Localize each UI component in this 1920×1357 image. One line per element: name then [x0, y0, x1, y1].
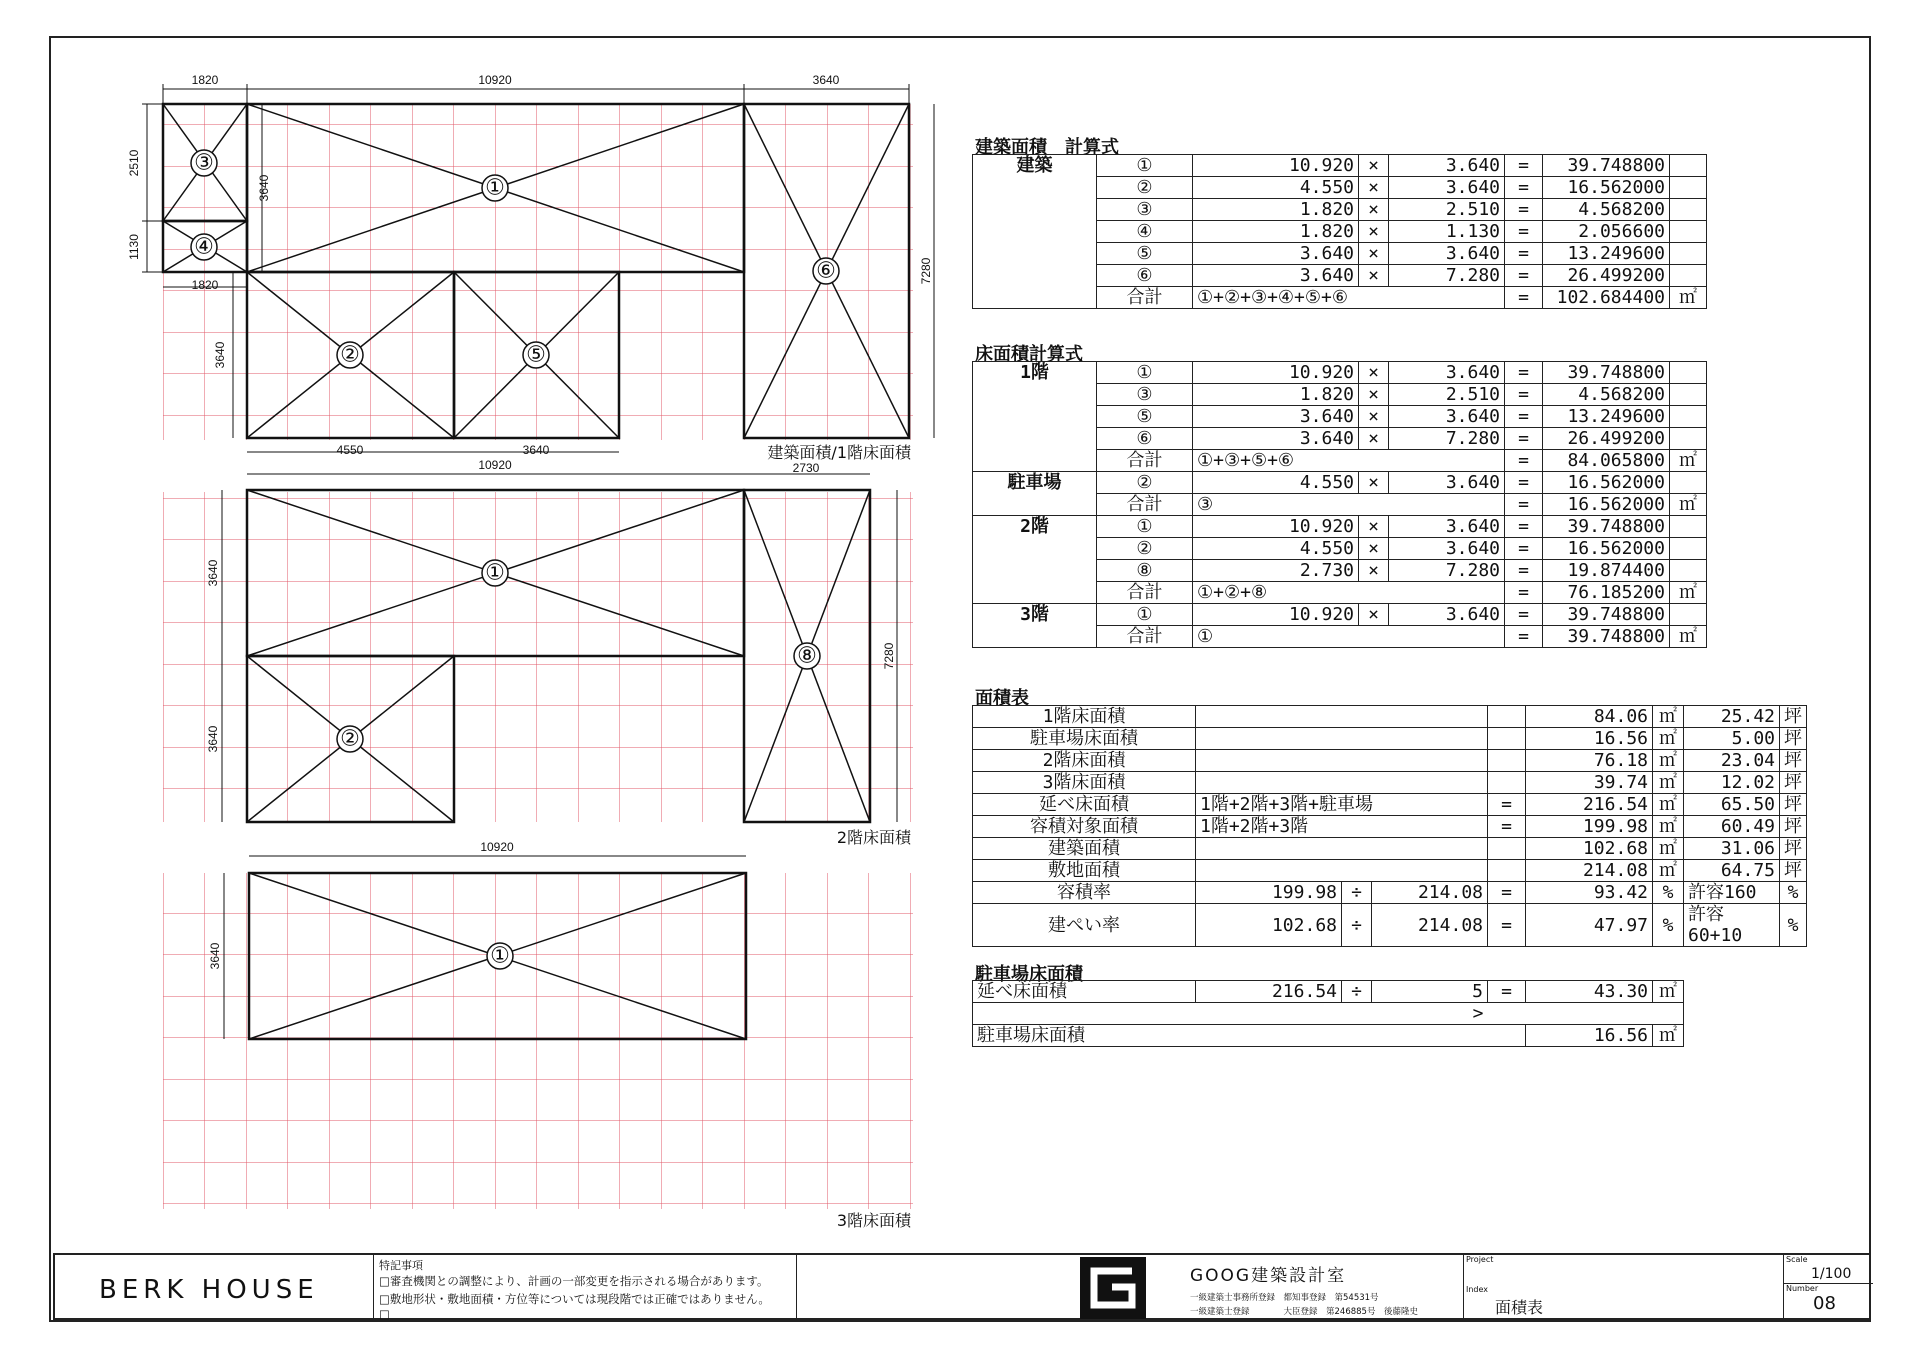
area-formula — [1196, 728, 1488, 750]
area-value: 216.54 — [1526, 794, 1653, 816]
value-b: 214.08 — [1372, 904, 1488, 947]
unit-cell: ㎡ — [1670, 494, 1707, 516]
parking-b: 5 — [1372, 981, 1488, 1003]
allowance: 許容160 — [1684, 882, 1780, 904]
value-a: 10.920 — [1193, 516, 1359, 538]
tsubo-value: 25.42 — [1684, 706, 1780, 728]
unit-cell: ㎡ — [1653, 816, 1684, 838]
equals: = — [1505, 384, 1543, 406]
equals: = — [1488, 882, 1526, 904]
table-row — [973, 604, 1707, 626]
value-b: 3.640 — [1389, 538, 1505, 560]
row-no: ② — [1097, 472, 1193, 494]
area-label: 1階床面積 — [973, 706, 1196, 728]
tsubo-value: 5.00 — [1684, 728, 1780, 750]
operator: × — [1359, 538, 1389, 560]
area-table-title: 面積表 — [975, 688, 1029, 709]
value-b: 1.130 — [1389, 221, 1505, 243]
total-formula: ③ — [1193, 494, 1505, 516]
operator: × — [1359, 221, 1389, 243]
area-label: 容積対象面積 — [973, 816, 1196, 838]
value-a: 4.550 — [1193, 177, 1359, 199]
unit-cell — [1670, 199, 1707, 221]
p3-mark-1: ① — [490, 943, 510, 969]
scale-label: Scale — [1786, 1255, 1808, 1264]
plan2-label: 2階床面積 — [836, 828, 911, 847]
row-no: ⑥ — [1097, 428, 1193, 450]
row-no: ① — [1097, 362, 1193, 384]
value-b: 3.640 — [1389, 604, 1505, 626]
total-value: 84.065800 — [1543, 450, 1670, 472]
table-row — [973, 794, 1807, 816]
parking-result-label: 駐車場床面積 — [973, 1025, 1488, 1047]
ratio-value: 47.97 — [1526, 904, 1653, 947]
operator: × — [1359, 472, 1389, 494]
tsubo-value: 60.49 — [1684, 816, 1780, 838]
area-value: 199.98 — [1526, 816, 1653, 838]
equals: = — [1505, 538, 1543, 560]
parking-val: 43.30 — [1526, 981, 1653, 1003]
total-value: 16.562000 — [1543, 494, 1670, 516]
tsubo-value: 65.50 — [1684, 794, 1780, 816]
dim-f2-right-top: 2730 — [792, 461, 820, 475]
dim-top-1: 1820 — [191, 73, 219, 87]
ratio-label: 建ぺい率 — [973, 904, 1196, 947]
total-value: 76.185200 — [1543, 582, 1670, 604]
unit-cell: ㎡ — [1653, 728, 1684, 750]
table-row — [973, 728, 1807, 750]
value-b: 3.640 — [1389, 472, 1505, 494]
area-formula — [1196, 706, 1488, 728]
equals: = — [1505, 243, 1543, 265]
unit-cell: ㎡ — [1653, 706, 1684, 728]
office-line-2: 一級建築士登録 大臣登録 第246885号 後藤隆史 — [1190, 1307, 1418, 1317]
equals — [1488, 860, 1526, 882]
parking-result-unit: ㎡ — [1653, 1025, 1684, 1047]
area-label: 3階床面積 — [973, 772, 1196, 794]
number-value: 08 — [1813, 1293, 1836, 1314]
dim-top-3: 3640 — [812, 73, 840, 87]
area-label: 2階床面積 — [973, 750, 1196, 772]
table-row — [973, 516, 1707, 538]
equals: = — [1505, 362, 1543, 384]
value-a: 3.640 — [1193, 406, 1359, 428]
tsubo-unit: 坪 — [1780, 750, 1807, 772]
result-value: 39.748800 — [1543, 604, 1670, 626]
value-b: 3.640 — [1389, 177, 1505, 199]
unit-cell: ㎡ — [1670, 626, 1707, 648]
area-formula — [1196, 860, 1488, 882]
value-a: 3.640 — [1193, 243, 1359, 265]
dim-r6-height: 7280 — [919, 257, 933, 285]
total-label: 合計 — [1097, 494, 1193, 516]
equals: = — [1488, 904, 1526, 947]
dim-f3-top: 10920 — [480, 840, 514, 854]
note-3: □ — [379, 1307, 390, 1321]
area-value: 16.56 — [1526, 728, 1653, 750]
equals: = — [1505, 287, 1543, 309]
result-value: 16.562000 — [1543, 177, 1670, 199]
area-label: 駐車場床面積 — [973, 728, 1196, 750]
floor-area-table — [972, 361, 1707, 648]
scale-value: 1/100 — [1811, 1266, 1852, 1282]
p1-mark-3: ③ — [194, 150, 214, 176]
ratio-value: 93.42 — [1526, 882, 1653, 904]
unit-cell: ㎡ — [1653, 838, 1684, 860]
area-value: 214.08 — [1526, 860, 1653, 882]
unit-cell: ㎡ — [1670, 450, 1707, 472]
dim-f2-top: 10920 — [478, 458, 512, 472]
tsubo-unit: 坪 — [1780, 794, 1807, 816]
row-no: ③ — [1097, 384, 1193, 406]
area-formula: 1階+2階+3階+駐車場 — [1196, 794, 1488, 816]
value-b: 7.280 — [1389, 560, 1505, 582]
row-no: ⑥ — [1097, 265, 1193, 287]
group-label: 3階 — [973, 604, 1097, 648]
equals: = — [1505, 494, 1543, 516]
note-1: □審査機関との調整により、計画の一部変更を指示される場合があります。 — [379, 1274, 769, 1288]
area-formula — [1196, 750, 1488, 772]
value-a: 1.820 — [1193, 199, 1359, 221]
tsubo-unit: 坪 — [1780, 772, 1807, 794]
value-a: 3.640 — [1193, 428, 1359, 450]
value-a: 3.640 — [1193, 265, 1359, 287]
value-a: 102.68 — [1196, 904, 1342, 947]
result-value: 13.249600 — [1543, 243, 1670, 265]
operator: × — [1359, 604, 1389, 626]
equals: = — [1505, 560, 1543, 582]
p1-mark-5: ⑤ — [526, 342, 546, 368]
note-2: □敷地形状・敷地面積・方位等については現段階では正確ではありません。 — [379, 1292, 770, 1306]
tsubo-unit: 坪 — [1780, 728, 1807, 750]
operator: × — [1359, 362, 1389, 384]
unit-cell: ㎡ — [1670, 582, 1707, 604]
row-no: ③ — [1097, 199, 1193, 221]
unit-cell — [1670, 221, 1707, 243]
parking-eq: = — [1488, 981, 1526, 1003]
row-no: ④ — [1097, 221, 1193, 243]
group-label: 駐車場 — [973, 472, 1097, 516]
plan1-label: 建築面積/1階床面積 — [767, 443, 911, 462]
total-label: 合計 — [1097, 626, 1193, 648]
project-name: BERK HOUSE — [99, 1275, 319, 1305]
area-value: 76.18 — [1526, 750, 1653, 772]
dim-left-2: 1130 — [127, 234, 141, 260]
tsubo-value: 12.02 — [1684, 772, 1780, 794]
value-b: 3.640 — [1389, 406, 1505, 428]
total-value: 39.748800 — [1543, 626, 1670, 648]
row-no: ⑧ — [1097, 560, 1193, 582]
value-b: 3.640 — [1389, 362, 1505, 384]
result-value: 39.748800 — [1543, 155, 1670, 177]
area-formula — [1196, 772, 1488, 794]
table-row — [973, 750, 1807, 772]
dim-bottom-2: 3640 — [522, 443, 550, 457]
parking-result-val: 16.56 — [1526, 1025, 1653, 1047]
result-value: 16.562000 — [1543, 472, 1670, 494]
unit-cell: ㎡ — [1653, 772, 1684, 794]
parking-row-label: 延べ床面積 — [973, 981, 1196, 1003]
dim-f3-left: 3640 — [208, 942, 222, 970]
unit-cell — [1670, 362, 1707, 384]
value-a: 10.920 — [1193, 362, 1359, 384]
equals: = — [1505, 582, 1543, 604]
unit-cell: % — [1653, 904, 1684, 947]
equals: = — [1505, 516, 1543, 538]
title-block — [53, 1253, 1871, 1320]
operator: × — [1359, 428, 1389, 450]
unit-cell — [1670, 265, 1707, 287]
result-value: 4.568200 — [1543, 384, 1670, 406]
index-value: 面積表 — [1495, 1298, 1544, 1317]
group-label: 1階 — [973, 362, 1097, 472]
equals: = — [1505, 472, 1543, 494]
equals — [1488, 772, 1526, 794]
number-label: Number — [1786, 1284, 1819, 1293]
value-a: 1.820 — [1193, 384, 1359, 406]
result-value: 26.499200 — [1543, 265, 1670, 287]
area-formula — [1196, 838, 1488, 860]
result-value: 2.056600 — [1543, 221, 1670, 243]
total-formula: ① — [1193, 626, 1505, 648]
allowance-unit: % — [1780, 904, 1807, 947]
unit-cell — [1670, 560, 1707, 582]
unit-cell — [1670, 406, 1707, 428]
dim-r1-height: 3640 — [257, 174, 271, 202]
table-row — [973, 155, 1707, 177]
plan3-grid — [163, 873, 913, 1209]
dim-f2-left-1: 3640 — [206, 559, 220, 587]
equals: = — [1505, 265, 1543, 287]
tsubo-value: 31.06 — [1684, 838, 1780, 860]
unit-cell — [1670, 604, 1707, 626]
p1-mark-4: ④ — [194, 234, 214, 260]
value-b: 214.08 — [1372, 882, 1488, 904]
result-value: 26.499200 — [1543, 428, 1670, 450]
parking-unit: ㎡ — [1653, 981, 1684, 1003]
parking-op: ÷ — [1342, 981, 1372, 1003]
table-row — [973, 860, 1807, 882]
area-label: 敷地面積 — [973, 860, 1196, 882]
operator: ÷ — [1342, 904, 1372, 947]
equals — [1488, 838, 1526, 860]
unit-cell — [1670, 384, 1707, 406]
value-a: 2.730 — [1193, 560, 1359, 582]
equals: = — [1505, 406, 1543, 428]
row-no: ① — [1097, 155, 1193, 177]
table-row — [973, 816, 1807, 838]
parking-compare: > — [1196, 1003, 1488, 1025]
allowance: 許容60+10 — [1684, 904, 1780, 947]
dim-left-1: 2510 — [127, 149, 141, 177]
equals: = — [1505, 155, 1543, 177]
value-a: 10.920 — [1193, 604, 1359, 626]
total-label: 合計 — [1097, 287, 1193, 309]
area-value: 84.06 — [1526, 706, 1653, 728]
tsubo-unit: 坪 — [1780, 706, 1807, 728]
area-label: 建築面積 — [973, 838, 1196, 860]
total-formula: ①+③+⑤+⑥ — [1193, 450, 1505, 472]
equals: = — [1488, 794, 1526, 816]
unit-cell — [1670, 177, 1707, 199]
row-no: ① — [1097, 604, 1193, 626]
value-b: 2.510 — [1389, 199, 1505, 221]
value-b: 3.640 — [1389, 155, 1505, 177]
p2-mark-1: ① — [485, 560, 505, 586]
office-logo-icon — [1080, 1257, 1146, 1319]
dim-r2-height: 3640 — [213, 341, 227, 369]
unit-cell — [1670, 538, 1707, 560]
total-formula: ①+②+③+④+⑤+⑥ — [1193, 287, 1505, 309]
row-no: ② — [1097, 177, 1193, 199]
equals: = — [1505, 626, 1543, 648]
operator: × — [1359, 516, 1389, 538]
value-b: 7.280 — [1389, 428, 1505, 450]
building-area-title: 建築面積 計算式 — [975, 137, 1119, 158]
tsubo-value: 64.75 — [1684, 860, 1780, 882]
total-value: 102.684400 — [1543, 287, 1670, 309]
allowance-unit: % — [1780, 882, 1807, 904]
operator: × — [1359, 384, 1389, 406]
floor-area-title: 床面積計算式 — [975, 344, 1083, 365]
ratio-row — [973, 904, 1807, 947]
dim-bottom-1: 4550 — [336, 443, 364, 457]
operator: × — [1359, 199, 1389, 221]
group-label: 2階 — [973, 516, 1097, 604]
building-area-table — [972, 154, 1707, 309]
equals: = — [1505, 199, 1543, 221]
operator: × — [1359, 265, 1389, 287]
value-b: 3.640 — [1389, 243, 1505, 265]
unit-cell — [1670, 428, 1707, 450]
tsubo-unit: 坪 — [1780, 816, 1807, 838]
area-value: 102.68 — [1526, 838, 1653, 860]
tsubo-value: 23.04 — [1684, 750, 1780, 772]
unit-cell: ㎡ — [1670, 287, 1707, 309]
result-value: 19.874400 — [1543, 560, 1670, 582]
table-row — [973, 772, 1807, 794]
table-row — [973, 362, 1707, 384]
dim-left-sub: 1820 — [191, 278, 219, 292]
area-summary-table — [972, 705, 1807, 947]
total-label: 合計 — [1097, 450, 1193, 472]
unit-cell — [1670, 155, 1707, 177]
result-value: 4.568200 — [1543, 199, 1670, 221]
index-label: Index — [1466, 1285, 1489, 1294]
equals — [1488, 706, 1526, 728]
area-formula: 1階+2階+3階 — [1196, 816, 1488, 838]
tsubo-unit: 坪 — [1780, 838, 1807, 860]
result-value: 13.249600 — [1543, 406, 1670, 428]
value-a: 4.550 — [1193, 538, 1359, 560]
total-label: 合計 — [1097, 582, 1193, 604]
value-b: 3.640 — [1389, 516, 1505, 538]
unit-cell: % — [1653, 882, 1684, 904]
row-no: ⑤ — [1097, 406, 1193, 428]
unit-cell: ㎡ — [1653, 860, 1684, 882]
total-formula: ①+②+⑧ — [1193, 582, 1505, 604]
plan3-label: 3階床面積 — [836, 1211, 911, 1230]
dim-f2-right: 7280 — [882, 642, 896, 670]
equals: = — [1488, 816, 1526, 838]
row-no: ① — [1097, 516, 1193, 538]
p2-mark-2: ② — [340, 726, 360, 752]
area-value: 39.74 — [1526, 772, 1653, 794]
result-value: 16.562000 — [1543, 538, 1670, 560]
equals: = — [1505, 604, 1543, 626]
value-a: 199.98 — [1196, 882, 1342, 904]
parking-a: 216.54 — [1196, 981, 1342, 1003]
parking-calc-table — [972, 980, 1684, 1047]
unit-cell — [1670, 516, 1707, 538]
dim-top-2: 10920 — [478, 73, 512, 87]
table-row — [973, 706, 1807, 728]
notes-title: 特記事項 — [379, 1259, 423, 1272]
equals: = — [1505, 177, 1543, 199]
value-a: 10.920 — [1193, 155, 1359, 177]
p1-mark-6: ⑥ — [816, 258, 836, 284]
equals: = — [1505, 221, 1543, 243]
equals — [1488, 750, 1526, 772]
value-a: 4.550 — [1193, 472, 1359, 494]
ratio-row — [973, 882, 1807, 904]
unit-cell: ㎡ — [1653, 794, 1684, 816]
operator: ÷ — [1342, 882, 1372, 904]
value-b: 2.510 — [1389, 384, 1505, 406]
table-row — [973, 838, 1807, 860]
unit-cell — [1670, 243, 1707, 265]
operator: × — [1359, 177, 1389, 199]
equals: = — [1505, 450, 1543, 472]
table-row — [973, 472, 1707, 494]
parking-calc-title: 駐車場床面積 — [975, 964, 1083, 985]
unit-cell: ㎡ — [1653, 750, 1684, 772]
office-name: GOOG建築設計室 — [1190, 1266, 1347, 1286]
tsubo-unit: 坪 — [1780, 860, 1807, 882]
dim-f2-left-2: 3640 — [206, 725, 220, 753]
row-no: ② — [1097, 538, 1193, 560]
p2-mark-8: ⑧ — [797, 643, 817, 669]
operator: × — [1359, 155, 1389, 177]
p1-mark-2: ② — [340, 342, 360, 368]
result-value: 39.748800 — [1543, 516, 1670, 538]
area-label: 延べ床面積 — [973, 794, 1196, 816]
operator: × — [1359, 243, 1389, 265]
operator: × — [1359, 560, 1389, 582]
row-no: ⑤ — [1097, 243, 1193, 265]
project-label: Project — [1466, 1255, 1494, 1264]
p1-mark-1: ① — [485, 175, 505, 201]
group-label: 建築 — [973, 155, 1097, 309]
office-line-1: 一級建築士事務所登録 都知事登録 第54531号 — [1190, 1293, 1379, 1303]
unit-cell — [1670, 472, 1707, 494]
result-value: 39.748800 — [1543, 362, 1670, 384]
operator: × — [1359, 406, 1389, 428]
ratio-label: 容積率 — [973, 882, 1196, 904]
value-a: 1.820 — [1193, 221, 1359, 243]
value-b: 7.280 — [1389, 265, 1505, 287]
equals: = — [1505, 428, 1543, 450]
equals — [1488, 728, 1526, 750]
